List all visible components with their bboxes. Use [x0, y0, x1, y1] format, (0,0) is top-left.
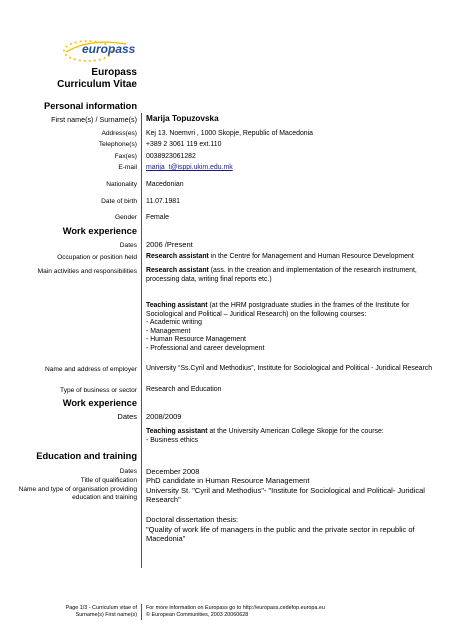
footer-left: [0, 605, 137, 619]
occupation-value: [146, 253, 446, 262]
footer-divider: [141, 604, 142, 620]
teaching-detail: (at the HRM postgraduate studies in the frames of the Institute for Sociological and Political – Juridical Research) on the following courses:: [146, 302, 410, 318]
activities-detail: (ass. in the creation and implementation of the research instrument, processing data, writing final reports etc.): [146, 267, 417, 283]
address-value: Kej 13. Noemvri , 1000 Skopje, Republic of Macedonia: [146, 130, 314, 137]
work2-teaching-detail: at the University American College Skopje for the course:: [207, 428, 384, 435]
personal-information-heading: Personal information: [44, 101, 137, 111]
business-value: Research and Education: [146, 386, 222, 393]
name-value: Marija Topuzovska: [146, 114, 219, 123]
thesis-label: Doctoral dissertation thesis:: [146, 515, 239, 524]
occupation-title: Research assistant: [146, 253, 209, 260]
gender-label: Gender: [115, 214, 137, 221]
occupation-detail: in the Centre for Management and Human Resource Development: [208, 253, 414, 260]
activities-label: Main activities and responsibilities: [37, 268, 137, 275]
nationality-value: Macedonian: [146, 181, 184, 188]
teaching-assistant-block: [146, 302, 446, 354]
footer-copyright: © European Communities, 2003 20060628: [146, 612, 249, 618]
work2-teaching-title: Teaching assistant: [146, 428, 208, 435]
activities-value: [146, 267, 446, 284]
education-heading: Education and training: [36, 451, 137, 461]
edu-dates-label: Dates: [119, 468, 137, 475]
dob-label: Date of birth: [101, 198, 137, 205]
list-item: - Management: [146, 327, 191, 335]
employer-label: Name and address of employer: [45, 366, 137, 373]
activities-title: Research assistant: [146, 267, 209, 274]
telephone-label: Telephone(s): [98, 141, 137, 148]
cv-title-line1: Europass: [91, 67, 137, 78]
address-label: Address(es): [101, 130, 137, 137]
footer-name-placeholder: Surname(s) First name(s): [75, 612, 137, 618]
work2-dates-value: 2008/2009: [146, 412, 182, 421]
telephone-value: +389 2 3061 119 ext.110: [146, 141, 222, 148]
organisation-label: Name and type of organisation providing education and training: [18, 486, 137, 501]
email-link[interactable]: marija_t@isppi.ukim.edu.mk: [146, 164, 233, 171]
course-list: [146, 319, 446, 353]
email-label: E-mail: [118, 164, 137, 171]
list-item: - Academic writing: [146, 319, 202, 327]
list-item: - Human Resource Management: [146, 336, 246, 344]
qualification-label: Title of qualification: [80, 477, 137, 484]
fax-label: Fax(es): [114, 153, 137, 160]
organisation-value: University St. "Cyril and Methodius"- "Institute for Sociological and Political- Juridical Research": [146, 486, 425, 504]
gender-value: Female: [146, 214, 169, 221]
work-experience-2-heading: Work experience: [62, 398, 137, 408]
footer-europass-info: For more information on Europass go to http://europass.cedefop.europa.eu: [146, 605, 325, 611]
work1-dates-value: 2006 /Present: [146, 240, 193, 249]
employer-value: University “Ss.Cyril and Methodius”, Institute for Sociological and Political - Juridical Research: [146, 365, 433, 372]
europass-logo: [60, 30, 136, 66]
list-item: - Professional and career development: [146, 344, 265, 352]
work-experience-heading: Work experience: [62, 226, 137, 236]
work1-dates-label: Dates: [119, 242, 137, 249]
qualification-value: PhD candidate in Human Resource Management: [146, 476, 310, 485]
work2-course: - Business ethics: [146, 436, 199, 444]
nationality-label: Nationality: [106, 181, 137, 188]
thesis-value: "Quality of work life of managers in the public and the private sector in republic of Macedonia": [146, 525, 415, 543]
work2-dates-label: Dates: [117, 412, 137, 421]
fax-value: 0038923061282: [146, 153, 196, 160]
work2-teaching-block: [146, 428, 446, 445]
column-divider: [141, 113, 142, 568]
footer-page-info: Page 1/3 - Curriculum vitae of: [65, 605, 137, 611]
europass-wordmark: europass: [82, 42, 136, 56]
edu-dates-value: December 2008: [146, 467, 200, 476]
cv-title-line2: Curriculum Vitae: [57, 79, 137, 90]
business-label: Type of business or sector: [60, 387, 137, 394]
name-label: First name(s) / Surname(s): [51, 115, 137, 124]
dob-value: 11.07.1981: [146, 198, 180, 205]
footer-right: [146, 605, 325, 619]
occupation-label: Occupation or position held: [57, 254, 137, 261]
teaching-title: Teaching assistant: [146, 302, 208, 309]
